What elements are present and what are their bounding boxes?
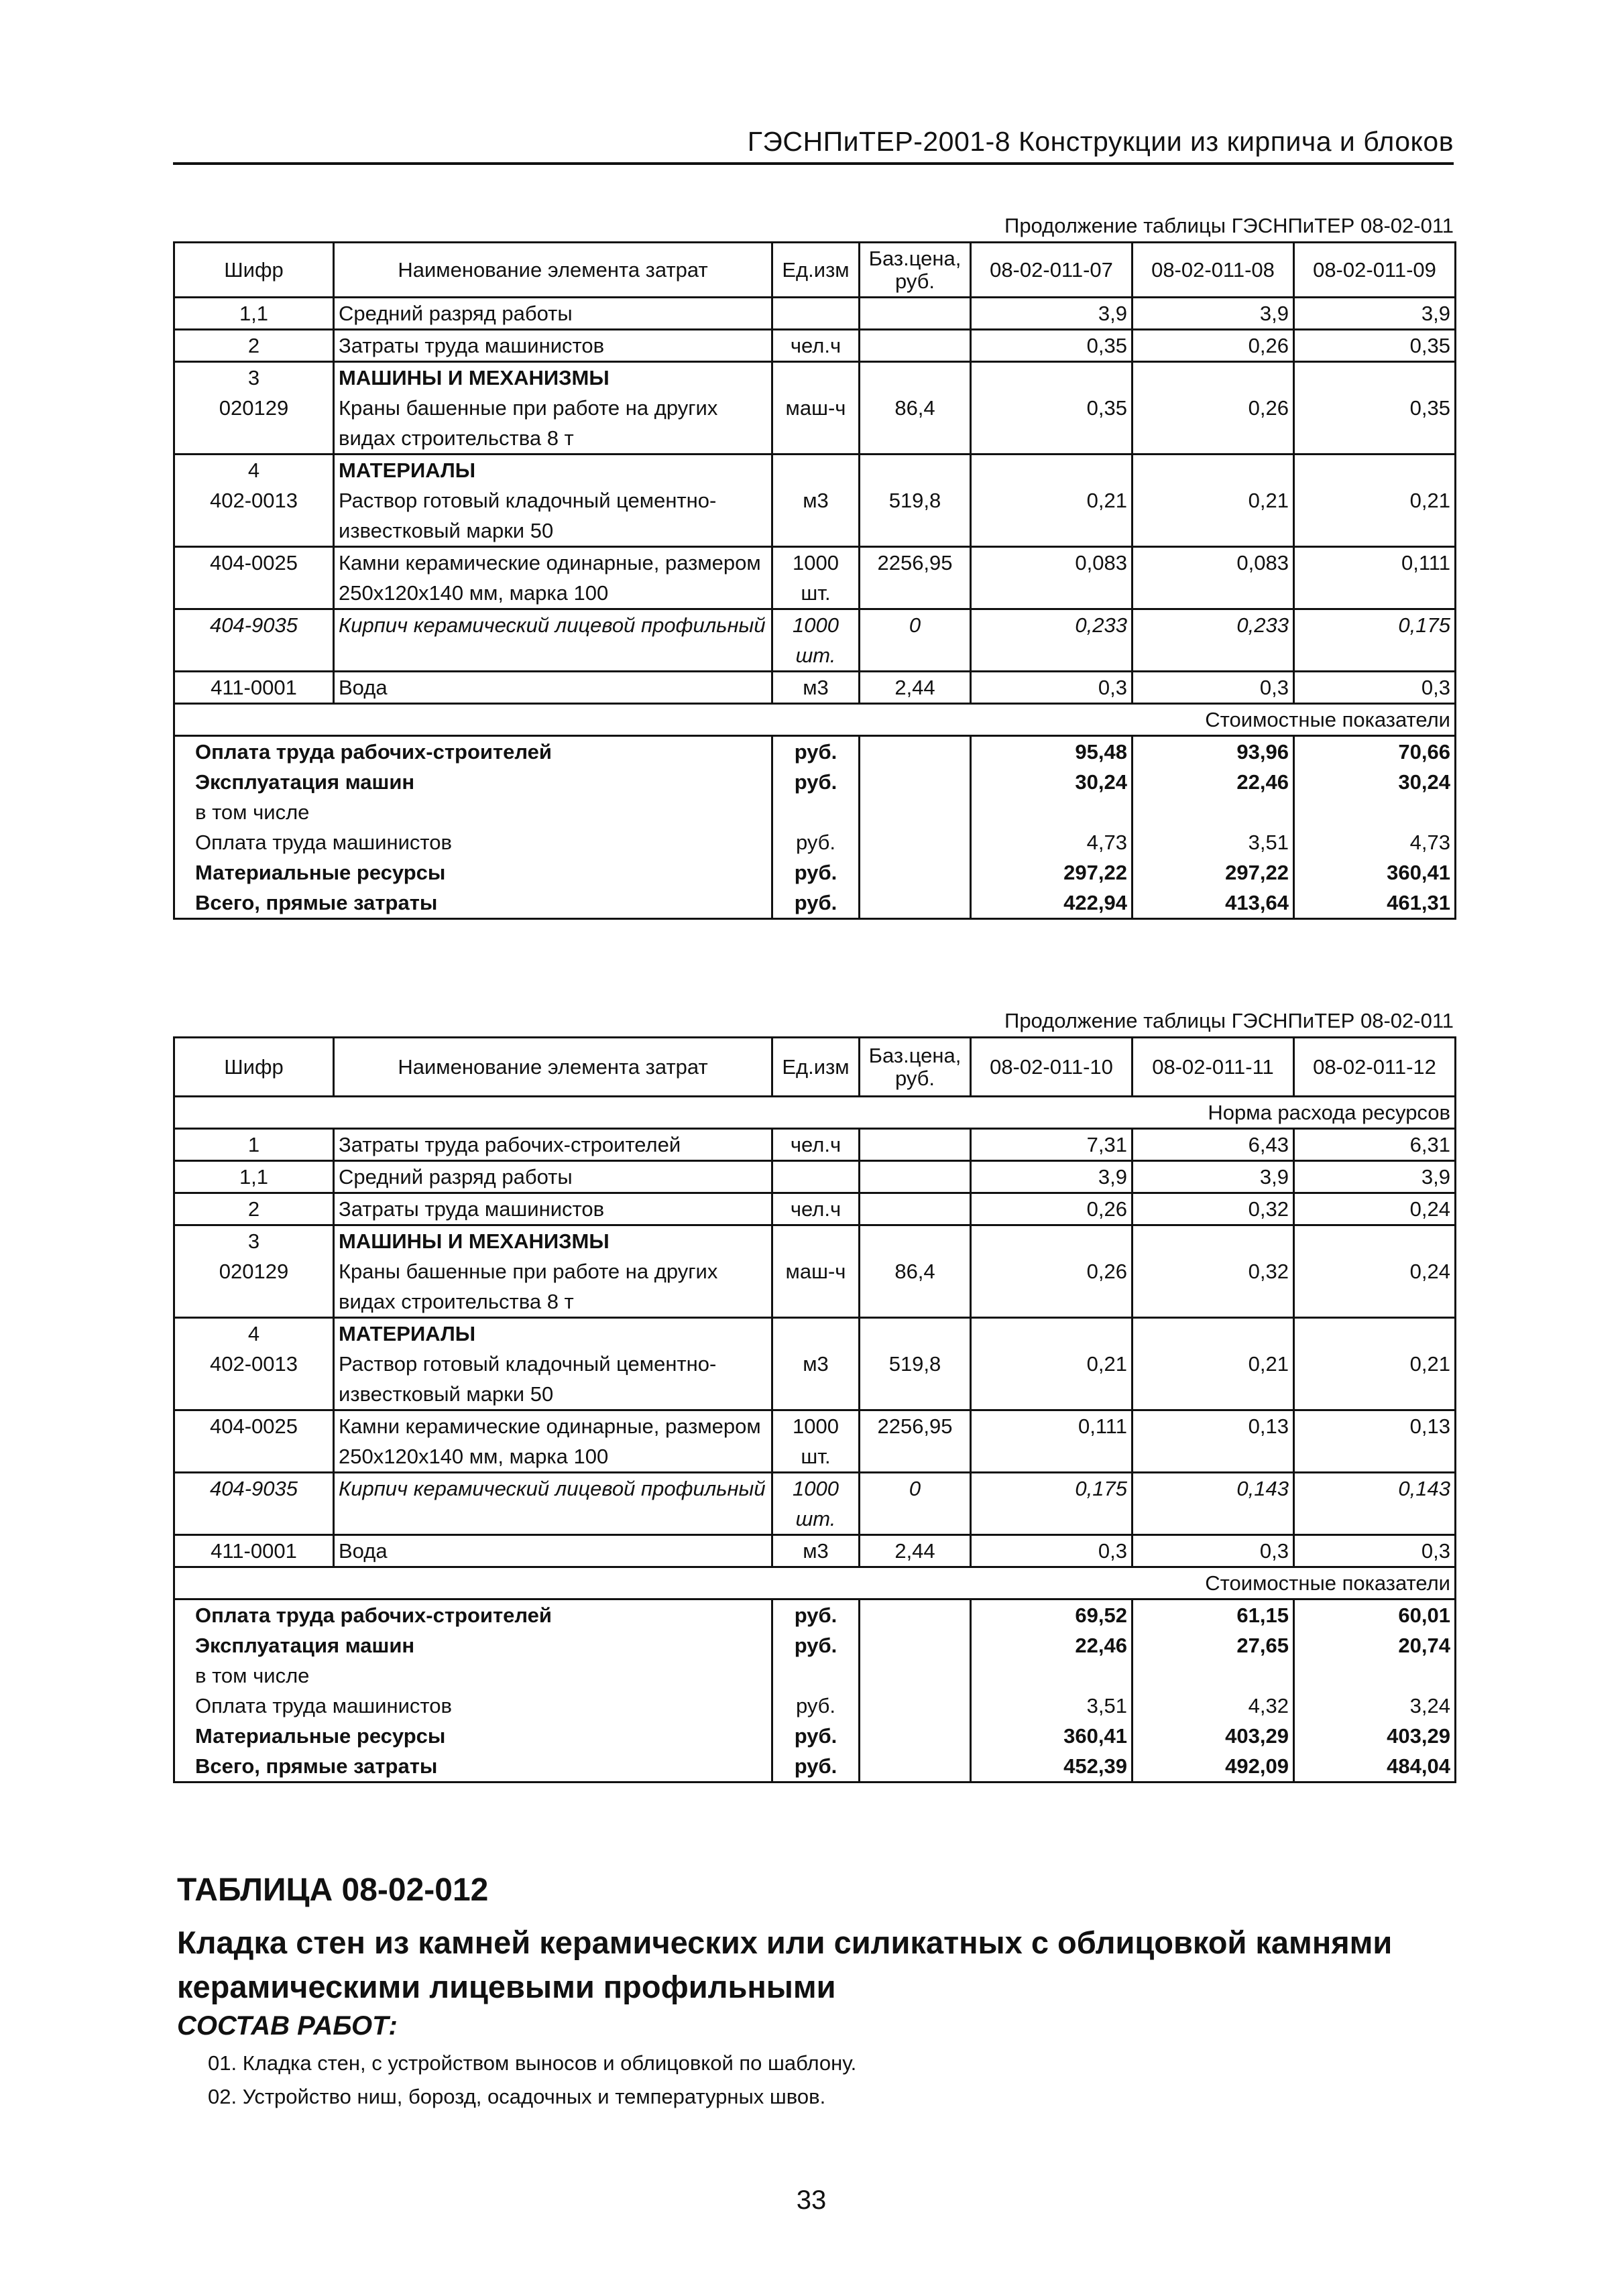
row-code: 1 bbox=[174, 1129, 334, 1161]
table-row bbox=[174, 362, 1456, 394]
row-norm-value: 3,9 bbox=[1133, 298, 1294, 330]
row-unit: м3 bbox=[772, 672, 860, 704]
table-row bbox=[174, 1256, 1456, 1318]
row-name: Вода bbox=[334, 672, 772, 704]
empty-cell bbox=[860, 1660, 971, 1691]
section-table-title: ТАБЛИЦА 08-02-012 bbox=[177, 1872, 489, 1908]
empty-cell bbox=[971, 455, 1133, 486]
row-norm-value: 0,233 bbox=[971, 609, 1133, 672]
row-unit: чел.ч bbox=[772, 1193, 860, 1225]
cost-value: 3,51 bbox=[1133, 827, 1294, 857]
empty-cell bbox=[772, 455, 860, 486]
cost-unit: руб. bbox=[772, 767, 860, 797]
empty-cell bbox=[860, 857, 971, 888]
row-code: 020129 bbox=[174, 393, 334, 455]
row-code: 4 bbox=[174, 455, 334, 486]
cost-value: 360,41 bbox=[971, 1721, 1133, 1751]
cost-name: в том числе bbox=[174, 1660, 772, 1691]
row-name: Краны башенные при работе на других видах строительства 8 т bbox=[334, 1256, 772, 1318]
col-header-code: Шифр bbox=[174, 243, 334, 298]
cost-value: 4,73 bbox=[971, 827, 1133, 857]
cost-name: Оплата труда рабочих-строителей bbox=[174, 736, 772, 768]
empty-cell bbox=[971, 1318, 1133, 1349]
row-name: Средний разряд работы bbox=[334, 298, 772, 330]
cost-unit: руб. bbox=[772, 1751, 860, 1783]
row-norm-value: 0,35 bbox=[1294, 330, 1456, 362]
cost-name: Эксплуатация машин bbox=[174, 767, 772, 797]
row-section-name: МАТЕРИАЛЫ bbox=[334, 1318, 772, 1349]
row-norm-value: 0,26 bbox=[971, 1193, 1133, 1225]
table-row bbox=[174, 1129, 1456, 1161]
cost-name: Оплата труда машинистов bbox=[174, 827, 772, 857]
row-price: 2,44 bbox=[860, 672, 971, 704]
cost-value bbox=[1294, 797, 1456, 827]
cost-value bbox=[971, 1660, 1133, 1691]
table1-continuation: Продолжение таблицы ГЭСНПиТЕР 08-02-011 bbox=[1004, 214, 1454, 237]
row-norm-value: 0,21 bbox=[1294, 485, 1456, 547]
row-section-name: МАШИНЫ И МЕХАНИЗМЫ bbox=[334, 362, 772, 394]
cost-value: 297,22 bbox=[971, 857, 1133, 888]
cost-unit: руб. bbox=[772, 827, 860, 857]
empty-cell bbox=[860, 362, 971, 394]
row-norm-value: 0,21 bbox=[1133, 1349, 1294, 1410]
table-row bbox=[174, 298, 1456, 330]
row-unit: 1000 шт. bbox=[772, 1410, 860, 1473]
cost-value: 20,74 bbox=[1294, 1630, 1456, 1660]
cost-row bbox=[174, 1721, 1456, 1751]
cost-unit bbox=[772, 797, 860, 827]
row-price: 2256,95 bbox=[860, 547, 971, 609]
row-unit: м3 bbox=[772, 1535, 860, 1567]
cost-value: 30,24 bbox=[971, 767, 1133, 797]
empty-cell bbox=[772, 362, 860, 394]
cost-value: 403,29 bbox=[1133, 1721, 1294, 1751]
empty-cell bbox=[1294, 362, 1456, 394]
cost-value bbox=[1133, 797, 1294, 827]
table1-resource-rows bbox=[174, 298, 1456, 704]
cost-row bbox=[174, 827, 1456, 857]
cost-value: 4,32 bbox=[1133, 1691, 1294, 1721]
row-name: Раствор готовый кладочный цементно-известковый марки 50 bbox=[334, 485, 772, 547]
row-norm-value: 0,111 bbox=[1294, 547, 1456, 609]
col-header-unit: Ед.изм bbox=[772, 243, 860, 298]
row-norm-value: 0,26 bbox=[971, 1256, 1133, 1318]
col-header-price: Баз.цена, руб. bbox=[860, 243, 971, 298]
empty-cell bbox=[772, 1318, 860, 1349]
col-header-norm: 08-02-011-08 bbox=[1133, 243, 1294, 298]
row-name: Раствор готовый кладочный цементно-известковый марки 50 bbox=[334, 1349, 772, 1410]
row-norm-value: 0,175 bbox=[971, 1473, 1133, 1535]
work-item: 02. Устройство ниш, борозд, осадочных и температурных швов. bbox=[208, 2085, 826, 2108]
cost-value: 413,64 bbox=[1133, 888, 1294, 919]
row-price bbox=[860, 1129, 971, 1161]
empty-cell bbox=[1294, 455, 1456, 486]
row-unit: чел.ч bbox=[772, 1129, 860, 1161]
empty-cell bbox=[860, 1630, 971, 1660]
row-norm-value: 6,43 bbox=[1133, 1129, 1294, 1161]
cost-value: 452,39 bbox=[971, 1751, 1133, 1783]
row-norm-value: 0,32 bbox=[1133, 1256, 1294, 1318]
row-norm-value: 0,233 bbox=[1133, 609, 1294, 672]
row-price: 86,4 bbox=[860, 1256, 971, 1318]
cost-value: 492,09 bbox=[1133, 1751, 1294, 1783]
row-code: 4 bbox=[174, 1318, 334, 1349]
col-header-unit: Ед.изм bbox=[772, 1038, 860, 1097]
row-code: 2 bbox=[174, 1193, 334, 1225]
cost-value: 3,24 bbox=[1294, 1691, 1456, 1721]
cost-value: 422,94 bbox=[971, 888, 1133, 919]
cost-name: Оплата труда машинистов bbox=[174, 1691, 772, 1721]
empty-cell bbox=[1133, 362, 1294, 394]
cost-unit: руб. bbox=[772, 1599, 860, 1631]
col-header-name: Наименование элемента затрат bbox=[334, 243, 772, 298]
works-heading: СОСТАВ РАБОТ: bbox=[177, 2011, 398, 2041]
row-price bbox=[860, 298, 971, 330]
row-norm-value: 0,35 bbox=[971, 393, 1133, 455]
row-norm-value: 0,26 bbox=[1133, 393, 1294, 455]
row-name: Камни керамические одинарные, размером 250x120x140 мм, марка 100 bbox=[334, 1410, 772, 1473]
row-norm-value: 0,3 bbox=[1294, 672, 1456, 704]
row-price: 0 bbox=[860, 1473, 971, 1535]
cost-name: Материальные ресурсы bbox=[174, 1721, 772, 1751]
row-norm-value: 0,083 bbox=[971, 547, 1133, 609]
page-header-title: ГЭСНПиТЕР-2001-8 Конструкции из кирпича и блоков bbox=[747, 126, 1454, 157]
row-norm-value: 0,24 bbox=[1294, 1193, 1456, 1225]
row-norm-value: 0,21 bbox=[1133, 485, 1294, 547]
cost-value: 22,46 bbox=[1133, 767, 1294, 797]
col-header-norm: 08-02-011-12 bbox=[1294, 1038, 1456, 1097]
table-row bbox=[174, 1535, 1456, 1567]
row-unit: чел.ч bbox=[772, 330, 860, 362]
empty-cell bbox=[1133, 1318, 1294, 1349]
cost-value: 27,65 bbox=[1133, 1630, 1294, 1660]
cost-name: Материальные ресурсы bbox=[174, 857, 772, 888]
empty-cell bbox=[772, 1225, 860, 1257]
row-norm-value: 0,21 bbox=[1294, 1349, 1456, 1410]
empty-cell bbox=[860, 1721, 971, 1751]
cost-row bbox=[174, 1630, 1456, 1660]
row-section-name: МАШИНЫ И МЕХАНИЗМЫ bbox=[334, 1225, 772, 1257]
cost-unit: руб. bbox=[772, 1721, 860, 1751]
table-row bbox=[174, 1225, 1456, 1257]
row-code: 402-0013 bbox=[174, 1349, 334, 1410]
table1-cost-rows bbox=[174, 736, 1456, 919]
cost-value: 30,24 bbox=[1294, 767, 1456, 797]
row-unit: 1000 шт. bbox=[772, 609, 860, 672]
row-code: 404-9035 bbox=[174, 609, 334, 672]
table2-cost-rows bbox=[174, 1599, 1456, 1783]
row-unit: 1000 шт. bbox=[772, 1473, 860, 1535]
cost-unit: руб. bbox=[772, 888, 860, 919]
empty-cell bbox=[860, 736, 971, 768]
row-norm-value: 0,3 bbox=[971, 1535, 1133, 1567]
row-unit bbox=[772, 298, 860, 330]
row-price bbox=[860, 1161, 971, 1193]
row-unit: маш-ч bbox=[772, 393, 860, 455]
row-norm-value: 7,31 bbox=[971, 1129, 1133, 1161]
row-norm-value: 3,9 bbox=[1294, 298, 1456, 330]
row-price: 86,4 bbox=[860, 393, 971, 455]
work-item: 01. Кладка стен, с устройством выносов и облицовкой по шаблону. bbox=[208, 2051, 857, 2075]
row-name: Кирпич керамический лицевой профильный bbox=[334, 1473, 772, 1535]
table-row bbox=[174, 330, 1456, 362]
cost-value: 461,31 bbox=[1294, 888, 1456, 919]
cost-value bbox=[1133, 1660, 1294, 1691]
row-price: 2256,95 bbox=[860, 1410, 971, 1473]
empty-cell bbox=[1133, 455, 1294, 486]
table-row bbox=[174, 1193, 1456, 1225]
header-rule bbox=[173, 162, 1454, 165]
empty-cell bbox=[860, 455, 971, 486]
cost-row bbox=[174, 797, 1456, 827]
row-code: 402-0013 bbox=[174, 485, 334, 547]
row-norm-value: 0,35 bbox=[1294, 393, 1456, 455]
empty-cell bbox=[1133, 1225, 1294, 1257]
row-price: 519,8 bbox=[860, 1349, 971, 1410]
table-row bbox=[174, 455, 1456, 486]
table-row bbox=[174, 1349, 1456, 1410]
row-price: 519,8 bbox=[860, 485, 971, 547]
row-name: Затраты труда машинистов bbox=[334, 1193, 772, 1225]
row-norm-value: 0,3 bbox=[971, 672, 1133, 704]
row-name: Затраты труда машинистов bbox=[334, 330, 772, 362]
row-name: Вода bbox=[334, 1535, 772, 1567]
row-unit bbox=[772, 1161, 860, 1193]
row-norm-value: 0,21 bbox=[971, 485, 1133, 547]
table2-norm-header: Норма расхода ресурсов bbox=[174, 1097, 1456, 1129]
cost-row bbox=[174, 1660, 1456, 1691]
empty-cell bbox=[860, 827, 971, 857]
row-norm-value: 0,175 bbox=[1294, 609, 1456, 672]
cost-value: 297,22 bbox=[1133, 857, 1294, 888]
row-code: 3 bbox=[174, 1225, 334, 1257]
row-code: 404-0025 bbox=[174, 547, 334, 609]
col-header-norm: 08-02-011-10 bbox=[971, 1038, 1133, 1097]
cost-value: 95,48 bbox=[971, 736, 1133, 768]
cost-unit: руб. bbox=[772, 857, 860, 888]
row-code: 404-9035 bbox=[174, 1473, 334, 1535]
col-header-code: Шифр bbox=[174, 1038, 334, 1097]
cost-value: 69,52 bbox=[971, 1599, 1133, 1631]
cost-unit: руб. bbox=[772, 1630, 860, 1660]
empty-cell bbox=[971, 1225, 1133, 1257]
cost-value bbox=[971, 797, 1133, 827]
row-code: 404-0025 bbox=[174, 1410, 334, 1473]
row-norm-value: 0,143 bbox=[1133, 1473, 1294, 1535]
cost-name: в том числе bbox=[174, 797, 772, 827]
cost-row bbox=[174, 857, 1456, 888]
row-name: Кирпич керамический лицевой профильный bbox=[334, 609, 772, 672]
row-norm-value: 0,083 bbox=[1133, 547, 1294, 609]
row-section-name: МАТЕРИАЛЫ bbox=[334, 455, 772, 486]
cost-unit bbox=[772, 1660, 860, 1691]
empty-cell bbox=[971, 362, 1133, 394]
table2-cost-header: Стоимостные показатели bbox=[174, 1567, 1456, 1599]
row-unit: 1000 шт. bbox=[772, 547, 860, 609]
col-header-norm: 08-02-011-11 bbox=[1133, 1038, 1294, 1097]
table-row bbox=[174, 672, 1456, 704]
row-norm-value: 0,3 bbox=[1133, 672, 1294, 704]
cost-value: 70,66 bbox=[1294, 736, 1456, 768]
empty-cell bbox=[860, 1691, 971, 1721]
row-unit: м3 bbox=[772, 485, 860, 547]
page-number: 33 bbox=[796, 2185, 827, 2215]
row-price bbox=[860, 330, 971, 362]
row-price bbox=[860, 1193, 971, 1225]
row-norm-value: 0,111 bbox=[971, 1410, 1133, 1473]
row-name: Средний разряд работы bbox=[334, 1161, 772, 1193]
table-row bbox=[174, 393, 1456, 455]
row-name: Краны башенные при работе на других видах строительства 8 т bbox=[334, 393, 772, 455]
row-norm-value: 0,13 bbox=[1133, 1410, 1294, 1473]
cost-value: 3,51 bbox=[971, 1691, 1133, 1721]
cost-row bbox=[174, 888, 1456, 919]
row-unit: маш-ч bbox=[772, 1256, 860, 1318]
row-norm-value: 0,13 bbox=[1294, 1410, 1456, 1473]
row-norm-value: 0,3 bbox=[1133, 1535, 1294, 1567]
norm-table-2 bbox=[173, 1036, 1456, 1783]
cost-name: Эксплуатация машин bbox=[174, 1630, 772, 1660]
table2-continuation: Продолжение таблицы ГЭСНПиТЕР 08-02-011 bbox=[1004, 1009, 1454, 1032]
table-row bbox=[174, 1410, 1456, 1473]
table-row bbox=[174, 1473, 1456, 1535]
col-header-norm: 08-02-011-09 bbox=[1294, 243, 1456, 298]
norm-table-1 bbox=[173, 241, 1456, 920]
table2-resource-rows bbox=[174, 1129, 1456, 1567]
row-name: Затраты труда рабочих-строителей bbox=[334, 1129, 772, 1161]
row-code: 2 bbox=[174, 330, 334, 362]
row-code: 1,1 bbox=[174, 1161, 334, 1193]
row-code: 411-0001 bbox=[174, 1535, 334, 1567]
empty-cell bbox=[1294, 1225, 1456, 1257]
cost-name: Оплата труда рабочих-строителей bbox=[174, 1599, 772, 1631]
table-row bbox=[174, 547, 1456, 609]
row-code: 1,1 bbox=[174, 298, 334, 330]
row-norm-value: 3,9 bbox=[1133, 1161, 1294, 1193]
cost-value: 403,29 bbox=[1294, 1721, 1456, 1751]
cost-value bbox=[1294, 1660, 1456, 1691]
section-subtitle: Кладка стен из камней керамических или силикатных с облицовкой камнями керамическими лицевыми профильными bbox=[177, 1925, 1393, 2004]
empty-cell bbox=[860, 1318, 971, 1349]
cost-value: 93,96 bbox=[1133, 736, 1294, 768]
col-header-norm: 08-02-011-07 bbox=[971, 243, 1133, 298]
table-row bbox=[174, 1318, 1456, 1349]
cost-row bbox=[174, 736, 1456, 768]
empty-cell bbox=[1294, 1318, 1456, 1349]
cost-unit: руб. bbox=[772, 1691, 860, 1721]
cost-value: 484,04 bbox=[1294, 1751, 1456, 1783]
table-row bbox=[174, 485, 1456, 547]
empty-cell bbox=[860, 797, 971, 827]
col-header-name: Наименование элемента затрат bbox=[334, 1038, 772, 1097]
empty-cell bbox=[860, 1225, 971, 1257]
cost-value: 4,73 bbox=[1294, 827, 1456, 857]
row-norm-value: 0,3 bbox=[1294, 1535, 1456, 1567]
cost-value: 360,41 bbox=[1294, 857, 1456, 888]
table-row bbox=[174, 1161, 1456, 1193]
row-norm-value: 3,9 bbox=[971, 1161, 1133, 1193]
cost-value: 22,46 bbox=[971, 1630, 1133, 1660]
row-code: 3 bbox=[174, 362, 334, 394]
cost-name: Всего, прямые затраты bbox=[174, 1751, 772, 1783]
row-norm-value: 6,31 bbox=[1294, 1129, 1456, 1161]
cost-row bbox=[174, 1751, 1456, 1783]
empty-cell bbox=[860, 767, 971, 797]
cost-value: 61,15 bbox=[1133, 1599, 1294, 1631]
row-unit: м3 bbox=[772, 1349, 860, 1410]
empty-cell bbox=[860, 1599, 971, 1631]
row-code: 411-0001 bbox=[174, 672, 334, 704]
row-norm-value: 3,9 bbox=[1294, 1161, 1456, 1193]
row-norm-value: 3,9 bbox=[971, 298, 1133, 330]
table-row bbox=[174, 609, 1456, 672]
col-header-price: Баз.цена, руб. bbox=[860, 1038, 971, 1097]
row-code: 020129 bbox=[174, 1256, 334, 1318]
row-price: 0 bbox=[860, 609, 971, 672]
row-norm-value: 0,143 bbox=[1294, 1473, 1456, 1535]
row-norm-value: 0,32 bbox=[1133, 1193, 1294, 1225]
row-norm-value: 0,21 bbox=[971, 1349, 1133, 1410]
table1-cost-header: Стоимостные показатели bbox=[174, 704, 1456, 736]
cost-value: 60,01 bbox=[1294, 1599, 1456, 1631]
cost-row bbox=[174, 1599, 1456, 1631]
cost-row bbox=[174, 1691, 1456, 1721]
cost-unit: руб. bbox=[772, 736, 860, 768]
empty-cell bbox=[860, 1751, 971, 1783]
row-norm-value: 0,24 bbox=[1294, 1256, 1456, 1318]
row-price: 2,44 bbox=[860, 1535, 971, 1567]
row-name: Камни керамические одинарные, размером 250x120x140 мм, марка 100 bbox=[334, 547, 772, 609]
row-norm-value: 0,26 bbox=[1133, 330, 1294, 362]
empty-cell bbox=[860, 888, 971, 919]
cost-row bbox=[174, 767, 1456, 797]
row-norm-value: 0,35 bbox=[971, 330, 1133, 362]
cost-name: Всего, прямые затраты bbox=[174, 888, 772, 919]
